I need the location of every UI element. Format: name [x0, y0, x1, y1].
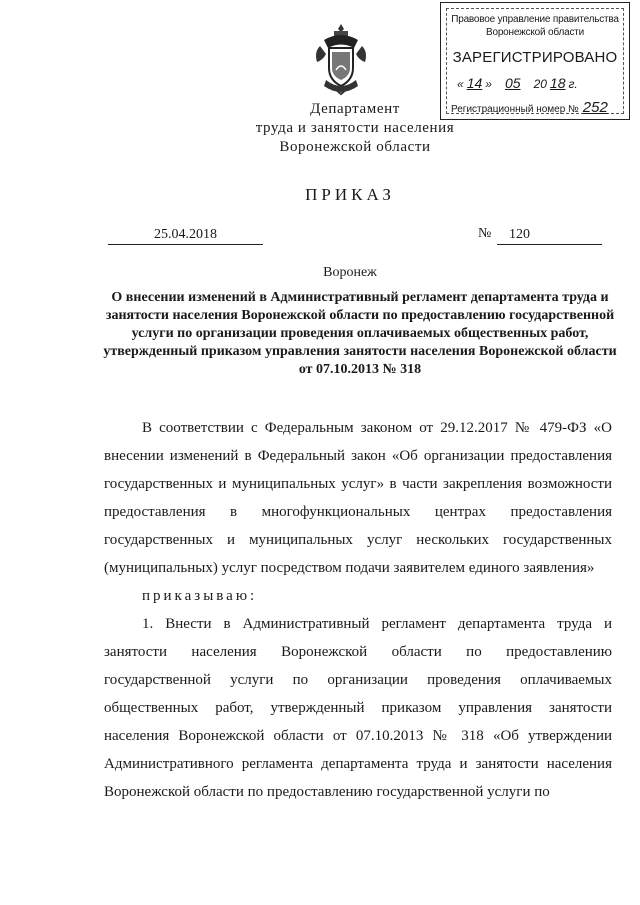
- stamp-authority-line1: Правовое управление правительства: [451, 14, 619, 25]
- stamp-date-open-quote: «: [457, 77, 464, 91]
- order-subject: О внесении изменений в Административный регламент департамента труда и занятости населения Воронежской области по предоставлению государственной услуги по организации проведения оплачиваемых общественных работ, утвержденный приказом управления занятости населения Воронежской области от 07.10.2013 № 318: [103, 290, 617, 377]
- stamp-reg-value: 252: [582, 99, 608, 116]
- clause-1-paragraph: 1. Внести в Административный регламент департамента труда и занятости населения Воронежской области по предоставлению государственной услуги по организации проведения оплачиваемых общественных работ, утвержденный приказом управления занятости населения Воронежской области от 07.10.2013 № 318 «Об утверждении Административного регламента департамента труда и занятости населения Воронежской области по предоставлению государственной услуги по: [104, 616, 612, 800]
- stamp-date-month: 05: [504, 75, 521, 91]
- department-line1: Департамент: [310, 101, 400, 117]
- order-word: приказываю:: [142, 588, 258, 604]
- stamp-date-year: 18: [549, 75, 566, 91]
- department-line3: Воронежской области: [279, 139, 431, 155]
- preamble-paragraph: В соответствии с Федеральным законом от 29.12.2017 № 479-ФЗ «О внесении изменений в Федеральный закон «Об организации предоставления государственных и муниципальных услуг» в части закрепления возможности предоставления в многофункциональных центрах предоставления государственных и муниципальных услуг нескольких государственных (муниципальных) услуг посредством подачи заявителем единого заявления»: [104, 420, 612, 576]
- department-line2: труда и занятости населения: [255, 120, 455, 136]
- stamp-date-close-quote: »: [485, 77, 492, 91]
- stamp-authority-line2: Воронежской области: [485, 27, 585, 38]
- stamp-date-year-prefix: 20: [533, 77, 547, 91]
- stamp-date-day: 14: [466, 75, 483, 91]
- order-number-sign: №: [478, 226, 492, 241]
- stamp-date-suffix: г.: [568, 77, 578, 91]
- order-number: 120: [497, 227, 602, 245]
- department-name: [200, 100, 510, 157]
- stamp-registered-label: ЗАРЕГИСТРИРОВАНО: [452, 49, 618, 66]
- stamp-frame: [446, 8, 624, 114]
- stamp-reg-label: Регистрационный номер №: [451, 104, 579, 115]
- stamp-date: [457, 75, 578, 91]
- city-name: Воронеж: [323, 265, 377, 280]
- order-date: 25.04.2018: [108, 227, 263, 245]
- coat-of-arms-icon: [314, 22, 368, 96]
- document-title: ПРИКАЗ: [305, 185, 395, 204]
- document-body: [104, 414, 612, 806]
